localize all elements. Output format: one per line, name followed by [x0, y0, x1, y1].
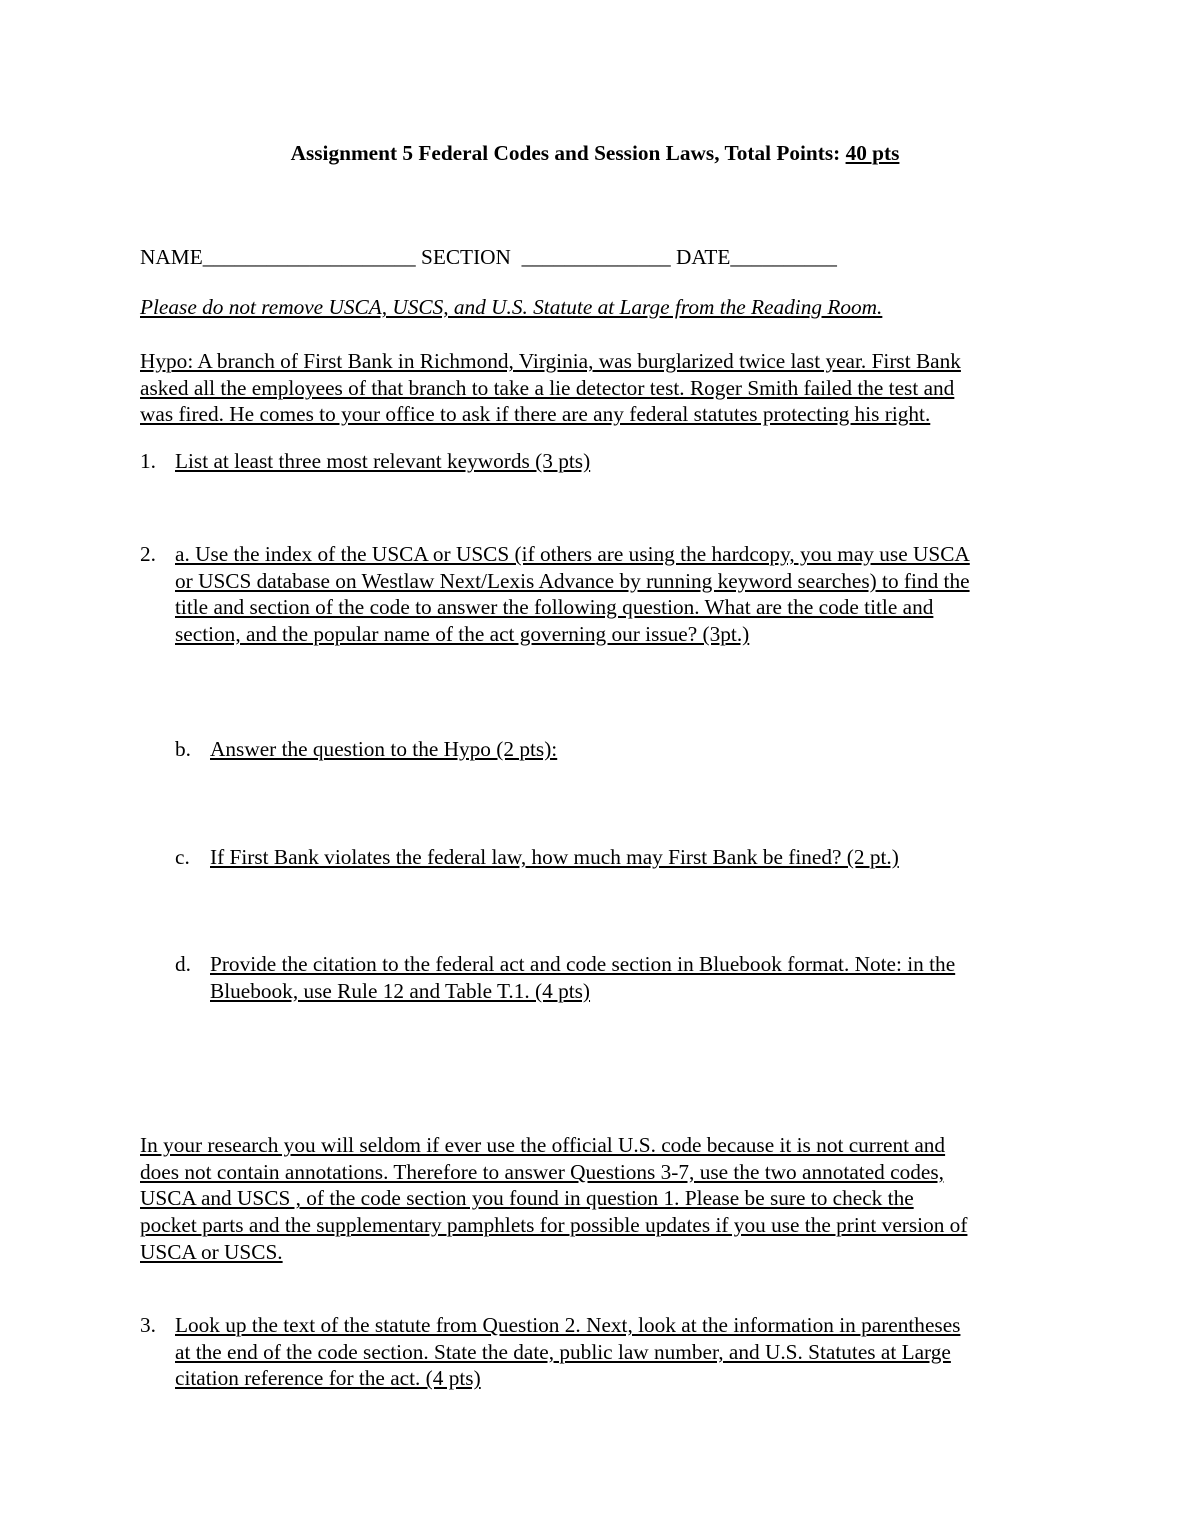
question-number: 3.: [140, 1313, 156, 1337]
question-number: 1.: [140, 449, 156, 473]
question-text: [175, 448, 1055, 475]
paragraph-line: does not contain annotations. Therefore to answer Questions 3-7, use the two annotated codes,: [140, 1159, 944, 1184]
question-line: Look up the text of the statute from Question 2. Next, look at the information in parentheses: [175, 1313, 961, 1337]
question-line: citation reference for the act. (4 pts): [175, 1366, 481, 1391]
hypo-line: was fired. He comes to your office to ask if there are any federal statutes protecting his right.: [140, 402, 931, 427]
question-number: 2.: [140, 542, 156, 566]
research-note-paragraph: [140, 1132, 1055, 1266]
name-section-date-fields: NAME____________________ SECTION ______________ DATE__________: [140, 245, 837, 269]
page-title: [140, 140, 1050, 167]
sub-question-text: [210, 951, 1055, 1004]
question-line: section, and the popular name of the act governing our issue? (3pt.): [175, 622, 750, 647]
question-line: Answer the question to the Hypo (2 pts):: [210, 737, 558, 761]
question-line: List at least three most relevant keywords (3 pts): [175, 449, 591, 473]
question-line: If First Bank violates the federal law, how much may First Bank be fined? (2 pt.): [210, 845, 899, 869]
question-line: title and section of the code to answer the following question. What are the code title and: [175, 595, 934, 620]
total-points: 40 pts: [845, 141, 900, 165]
question-line: a. Use the index of the USCA or USCS (if others are using the hardcopy, you may use USCA: [175, 542, 970, 566]
paragraph-line: In your research you will seldom if ever use the official U.S. code because it is not current and: [140, 1133, 946, 1157]
sub-question-letter: b.: [175, 737, 191, 761]
question-line: Provide the citation to the federal act and code section in Bluebook format. Note: in the: [210, 952, 956, 976]
sub-question-text: [210, 844, 1055, 871]
question-line: Bluebook, use Rule 12 and Table T.1. (4 pts): [210, 978, 591, 1003]
reading-room-notice: Please do not remove USCA, USCS, and U.S. Statute at Large from the Reading Room.: [140, 295, 883, 319]
hypo-line: asked all the employees of that branch to take a lie detector test. Roger Smith failed the test and: [140, 375, 955, 400]
paragraph-line: USCA or USCS.: [140, 1239, 283, 1264]
question-line: at the end of the code section. State the date, public law number, and U.S. Statutes at Large: [175, 1339, 951, 1364]
title-text: Assignment 5 Federal Codes and Session Laws, Total Points:: [290, 141, 846, 165]
question-text: [175, 1312, 1055, 1392]
question-text: [175, 541, 1055, 648]
paragraph-line: pocket parts and the supplementary pamphlets for possible updates if you use the print version of: [140, 1213, 968, 1238]
question-line: or USCS database on Westlaw Next/Lexis Advance by running keyword searches) to find the: [175, 568, 970, 593]
sub-question-letter: d.: [175, 952, 191, 976]
hypo-line: Hypo: A branch of First Bank in Richmond, Virginia, was burglarized twice last year. First Bank: [140, 349, 961, 373]
hypo-paragraph: [140, 348, 1055, 428]
paragraph-line: USCA and USCS , of the code section you found in question 1. Please be sure to check the: [140, 1186, 914, 1211]
sub-question-text: [210, 736, 1055, 763]
sub-question-letter: c.: [175, 845, 190, 869]
